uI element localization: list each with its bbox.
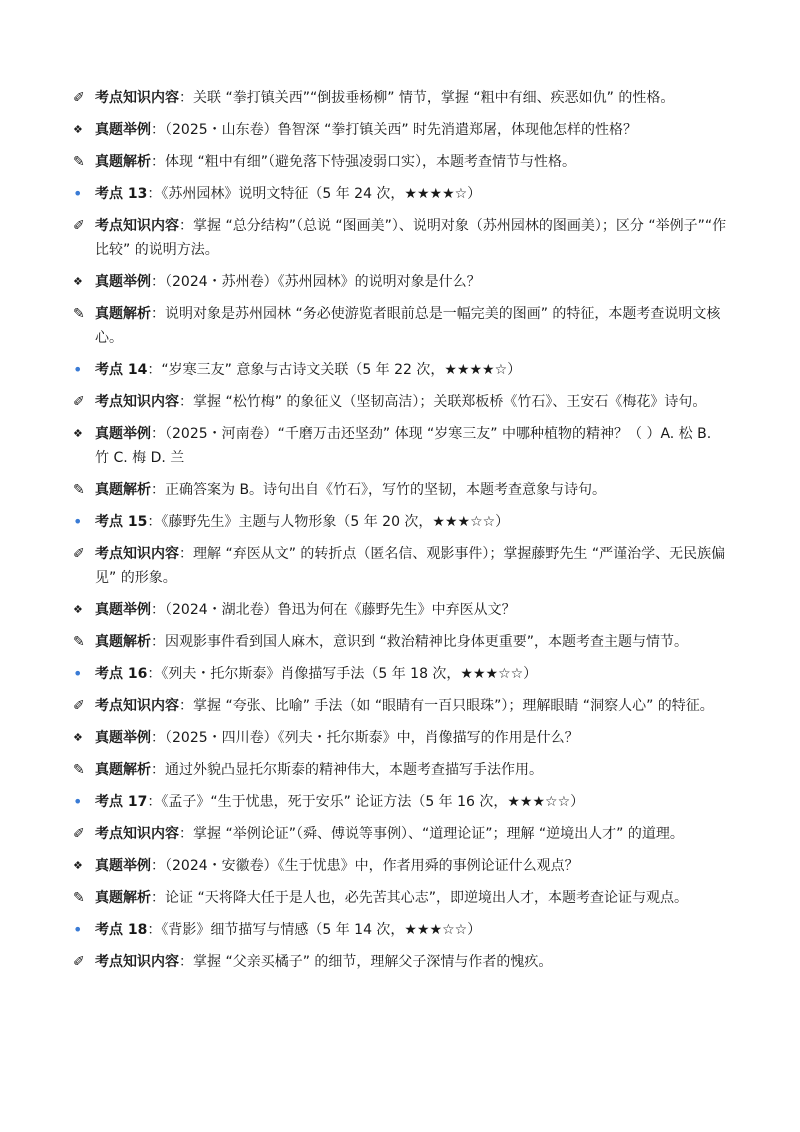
entry-label: 考点知识内容 xyxy=(95,954,179,970)
exam-analysis-entry xyxy=(73,758,728,782)
exam-point-heading xyxy=(73,662,728,686)
entry-separator: ： xyxy=(151,634,165,650)
entry-text: （2025・山东卷）鲁智深 “拳打镇关西” 时先消遣郑屠，体现他怎样的性格？ xyxy=(165,122,638,138)
knowledge-content-entry xyxy=(73,950,728,974)
entry-text: 掌握 “举例论证”（舜、傅说等事例）、“道理论证”；理解 “逆境出人才” 的道理。 xyxy=(193,826,684,842)
bullet-dot-icon: • xyxy=(73,360,83,379)
pencil-icon: ✐ xyxy=(73,954,85,970)
entry-text: （2025・四川卷）《列夫・托尔斯泰》中，肖像描写的作用是什么？ xyxy=(165,730,579,746)
entry-text: 通过外貌凸显托尔斯泰的精神伟大，本题考查描写手法作用。 xyxy=(165,762,543,778)
pencil-icon: ✐ xyxy=(73,546,85,562)
entry-label: 考点 15 xyxy=(95,514,148,530)
entry-label: 考点知识内容 xyxy=(95,218,179,234)
entry-text: 因观影事件看到国人麻木，意识到 “救治精神比身体更重要”，本题考查主题与情节。 xyxy=(165,634,688,650)
knowledge-content-entry xyxy=(73,214,728,262)
pen-icon: ✎ xyxy=(73,306,85,322)
entry-text: 体现 “粗中有细”（避免落下恃强凌弱口实），本题考查情节与性格。 xyxy=(165,154,576,170)
entry-body xyxy=(95,726,728,750)
entry-label: 考点知识内容 xyxy=(95,698,179,714)
exam-analysis-entry xyxy=(73,478,728,502)
bullet-dot-icon: • xyxy=(73,792,83,811)
entry-separator: ： xyxy=(147,514,162,530)
entry-text: 《孟子》“生于忧患，死于安乐” 论证方法（5 年 16 次，★★★☆☆） xyxy=(161,794,585,810)
exam-example-entry xyxy=(73,270,728,294)
entry-body xyxy=(95,630,728,654)
bullet-dot-icon: • xyxy=(73,664,83,683)
bullet-dot-icon: • xyxy=(73,184,83,203)
entry-text: 掌握 “总分结构”（总说 “图画美”）、说明对象（苏州园林的图画美）；区分 “举例子”“作比较” 的说明方法。 xyxy=(95,218,727,258)
pencil-icon: ✐ xyxy=(73,826,85,842)
exam-point-heading xyxy=(73,182,728,206)
entry-separator: ： xyxy=(179,954,193,970)
entry-label: 考点 17 xyxy=(95,794,148,810)
entry-separator: ： xyxy=(151,154,165,170)
entry-label: 考点知识内容 xyxy=(95,90,179,106)
entry-text: （2024・苏州卷）《苏州园林》的说明对象是什么？ xyxy=(165,274,481,290)
entry-body xyxy=(95,86,728,110)
entry-separator: ： xyxy=(151,306,165,322)
entry-body xyxy=(91,790,728,814)
entry-separator: ： xyxy=(147,794,162,810)
entry-label: 考点 18 xyxy=(95,922,148,938)
entry-text: 《藤野先生》主题与人物形象（5 年 20 次，★★★☆☆） xyxy=(161,514,510,530)
entry-body xyxy=(95,822,728,846)
entry-separator: ： xyxy=(147,186,162,202)
pen-icon: ✎ xyxy=(73,154,85,170)
entry-body xyxy=(91,182,728,206)
exam-point-heading xyxy=(73,790,728,814)
pen-icon: ✎ xyxy=(73,634,85,650)
diamond-icon: ❖ xyxy=(73,859,83,872)
entry-label: 真题举例 xyxy=(95,858,151,874)
entry-text: 《列夫・托尔斯泰》肖像描写手法（5 年 18 次，★★★☆☆） xyxy=(161,666,538,682)
entry-separator: ： xyxy=(179,826,193,842)
exam-analysis-entry xyxy=(73,150,728,174)
exam-analysis-entry xyxy=(73,886,728,910)
entry-label: 真题举例 xyxy=(95,426,151,442)
pencil-icon: ✐ xyxy=(73,698,85,714)
exam-point-heading xyxy=(73,510,728,534)
entry-text: （2025・河南卷）“千磨万击还坚劲” 体现 “岁寒三友” 中哪种植物的精神？（ ）A. 松 B. 竹 C. 梅 D. 兰 xyxy=(95,426,712,466)
entry-body xyxy=(91,510,728,534)
entry-body xyxy=(95,390,728,414)
entry-text: 理解 “弃医从文” 的转折点（匿名信、观影事件）；掌握藤野先生 “严谨治学、无民族偏见” 的形象。 xyxy=(95,546,726,586)
entry-label: 真题举例 xyxy=(95,122,151,138)
entry-text: 掌握 “父亲买橘子” 的细节，理解父子深情与作者的愧疚。 xyxy=(193,954,553,970)
entry-separator: ： xyxy=(179,218,193,234)
entry-label: 考点 16 xyxy=(95,666,148,682)
entry-body xyxy=(95,478,728,502)
entry-label: 考点知识内容 xyxy=(95,826,179,842)
entry-body xyxy=(91,918,728,942)
entry-label: 真题解析 xyxy=(95,762,151,778)
knowledge-content-entry xyxy=(73,542,728,590)
knowledge-content-entry xyxy=(73,86,728,110)
entry-separator: ： xyxy=(179,546,193,562)
entry-text: 正确答案为 B。诗句出自《竹石》，写竹的坚韧，本题考查意象与诗句。 xyxy=(165,482,607,498)
entry-body xyxy=(95,422,728,470)
entry-body xyxy=(95,886,728,910)
knowledge-content-entry xyxy=(73,822,728,846)
entry-separator: ： xyxy=(147,922,162,938)
entry-separator: ： xyxy=(151,890,165,906)
entry-body xyxy=(95,542,728,590)
document-content xyxy=(73,86,728,982)
diamond-icon: ❖ xyxy=(73,603,83,616)
entry-text: 论证 “天将降大任于是人也，必先苦其心志”，即逆境出人才，本题考查论证与观点。 xyxy=(165,890,688,906)
entry-text: 说明对象是苏州园林 “务必使游览者眼前总是一幅完美的图画” 的特征，本题考查说明文核心。 xyxy=(95,306,721,346)
entry-body xyxy=(95,214,728,262)
entry-separator: ： xyxy=(151,762,165,778)
entry-text: （2024・湖北卷）鲁迅为何在《藤野先生》中弃医从文？ xyxy=(165,602,516,618)
pencil-icon: ✐ xyxy=(73,90,85,106)
exam-example-entry xyxy=(73,598,728,622)
diamond-icon: ❖ xyxy=(73,427,83,440)
entry-text: 关联 “拳打镇关西”“倒拔垂杨柳” 情节，掌握 “粗中有细、疾恶如仇” 的性格。 xyxy=(193,90,675,106)
entry-body xyxy=(91,358,728,382)
pen-icon: ✎ xyxy=(73,762,85,778)
entry-text: 《苏州园林》说明文特征（5 年 24 次，★★★★☆） xyxy=(161,186,482,202)
entry-body xyxy=(95,598,728,622)
entry-separator: ： xyxy=(179,90,193,106)
entry-separator: ： xyxy=(151,426,165,442)
entry-label: 考点知识内容 xyxy=(95,546,179,562)
entry-label: 真题解析 xyxy=(95,306,151,322)
entry-label: 考点 13 xyxy=(95,186,148,202)
entry-text: 掌握 “松竹梅” 的象征义（坚韧高洁）；关联郑板桥《竹石》、王安石《梅花》诗句。 xyxy=(193,394,707,410)
diamond-icon: ❖ xyxy=(73,731,83,744)
entry-label: 真题解析 xyxy=(95,154,151,170)
entry-text: “岁寒三友” 意象与古诗文关联（5 年 22 次，★★★★☆） xyxy=(161,362,522,378)
entry-separator: ： xyxy=(151,482,165,498)
bullet-dot-icon: • xyxy=(73,920,83,939)
entry-label: 真题解析 xyxy=(95,890,151,906)
exam-analysis-entry xyxy=(73,630,728,654)
knowledge-content-entry xyxy=(73,694,728,718)
pencil-icon: ✐ xyxy=(73,218,85,234)
entry-text: 掌握 “夸张、比喻” 手法（如 “眼睛有一百只眼珠”）；理解眼睛 “洞察人心” 的特征。 xyxy=(193,698,714,714)
exam-example-entry xyxy=(73,118,728,142)
entry-label: 真题解析 xyxy=(95,634,151,650)
diamond-icon: ❖ xyxy=(73,275,83,288)
entry-separator: ： xyxy=(147,666,162,682)
entry-label: 真题举例 xyxy=(95,602,151,618)
entry-separator: ： xyxy=(151,122,165,138)
exam-analysis-entry xyxy=(73,302,728,350)
diamond-icon: ❖ xyxy=(73,123,83,136)
entry-body xyxy=(95,854,728,878)
entry-separator: ： xyxy=(151,274,165,290)
exam-example-entry xyxy=(73,726,728,750)
entry-label: 考点知识内容 xyxy=(95,394,179,410)
entry-text: 《背影》细节描写与情感（5 年 14 次，★★★☆☆） xyxy=(161,922,482,938)
exam-point-heading xyxy=(73,358,728,382)
exam-example-entry xyxy=(73,854,728,878)
pencil-icon: ✐ xyxy=(73,394,85,410)
entry-separator: ： xyxy=(179,698,193,714)
entry-label: 考点 14 xyxy=(95,362,148,378)
entry-label: 真题解析 xyxy=(95,482,151,498)
entry-body xyxy=(95,694,728,718)
exam-example-entry xyxy=(73,422,728,470)
entry-body xyxy=(91,662,728,686)
entry-text: （2024・安徽卷）《生于忧患》中，作者用舜的事例论证什么观点？ xyxy=(165,858,579,874)
entry-separator: ： xyxy=(151,730,165,746)
entry-label: 真题举例 xyxy=(95,274,151,290)
entry-body xyxy=(95,302,728,350)
bullet-dot-icon: • xyxy=(73,512,83,531)
pen-icon: ✎ xyxy=(73,482,85,498)
entry-separator: ： xyxy=(147,362,162,378)
entry-body xyxy=(95,950,728,974)
entry-body xyxy=(95,150,728,174)
entry-body xyxy=(95,118,728,142)
pen-icon: ✎ xyxy=(73,890,85,906)
entry-separator: ： xyxy=(151,858,165,874)
knowledge-content-entry xyxy=(73,390,728,414)
entry-label: 真题举例 xyxy=(95,730,151,746)
entry-separator: ： xyxy=(151,602,165,618)
entry-body xyxy=(95,758,728,782)
entry-separator: ： xyxy=(179,394,193,410)
entry-body xyxy=(95,270,728,294)
exam-point-heading xyxy=(73,918,728,942)
